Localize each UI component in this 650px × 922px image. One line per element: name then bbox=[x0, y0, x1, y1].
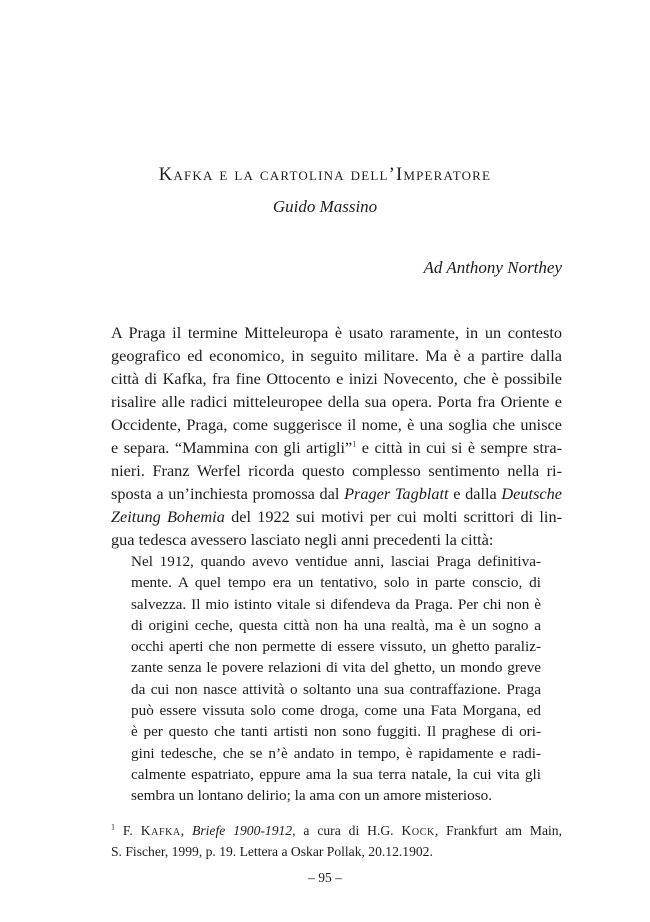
author-name: Kafka bbox=[140, 823, 181, 838]
quote-line: può essere vissuta solo come droga, come una Fata Morgana, ed bbox=[131, 702, 541, 720]
quote-line: gini tedesche, che se n’è andato in tempo, è rapidamente e radi- bbox=[131, 744, 541, 762]
text-line: città di Kafka, fra fine Ottocento e inizi Novecento, che è possibile bbox=[111, 369, 562, 388]
page-number: – 95 – bbox=[308, 870, 342, 885]
book-title: Briefe 1900-1912 bbox=[192, 823, 293, 838]
text-line: nieri. Franz Werfel ricorda questo complesso sentimento nella ri- bbox=[111, 461, 562, 480]
quote-line: mente. A quel tempo era un tentativo, solo in parte conscio, di bbox=[131, 574, 541, 592]
quote-line: sembra un lontano delirio; la ama con un amore misterioso. bbox=[131, 787, 493, 805]
footnote-line: S. Fischer, 1999, p. 19. Lettera a Oskar Pollak, 20.12.1902. bbox=[111, 844, 433, 859]
quote-line: calmente espatriato, eppure ama la sua terra natale, la cui vita gli bbox=[131, 765, 541, 783]
text-run: del 1922 sui motivi per cui molti scrittori di lin- bbox=[224, 507, 563, 526]
text-line: risalire alle radici mitteleuropee della sua opera. Porta fra Oriente e bbox=[111, 392, 562, 411]
text-run: sposta a un’inchiesta promossa dal bbox=[111, 484, 345, 503]
quote-line: da cui non nasce attività o soltanto una sua contraffazione. Praga bbox=[131, 680, 541, 698]
newspaper-title: Prager Tagblatt bbox=[344, 484, 449, 503]
text-line bbox=[111, 505, 562, 528]
editor-name: Kock bbox=[401, 823, 435, 838]
chapter-author: Guido Massino bbox=[272, 197, 378, 216]
chapter-title: Kafka e la cartolina dell’Imperatore bbox=[158, 165, 492, 185]
quote-line: occhi aperti che non permette di essere vissuto, un ghetto paraliz- bbox=[131, 638, 541, 656]
text-line bbox=[111, 436, 562, 459]
text-line bbox=[111, 482, 562, 505]
newspaper-title: Zeitung Bohemia bbox=[111, 507, 225, 526]
text-run: , a cura di H.G. bbox=[292, 823, 402, 838]
dedication: Ad Anthony Northey bbox=[423, 258, 562, 277]
footnote-line bbox=[111, 820, 562, 841]
block-quote bbox=[131, 551, 541, 807]
text-run: e città in cui si è sempre stra- bbox=[356, 438, 562, 457]
quote-line: Nel 1912, quando avevo ventidue anni, lasciai Praga definitiva- bbox=[131, 553, 541, 570]
footnote-reference: 1 bbox=[352, 439, 357, 449]
text-run: F. bbox=[115, 823, 141, 838]
footnote bbox=[111, 820, 562, 862]
quote-line: zante senza le povere relazioni di vita del ghetto, un mondo greve bbox=[131, 659, 541, 677]
quote-line: salvezza. Il mio istinto vitale si difendeva da Praga. Per chi non è bbox=[131, 595, 541, 613]
quote-line: è per questo che tanti artisti non sono fuggiti. Il praghese di ori- bbox=[131, 723, 541, 741]
text-run: , Frankfurt am Main, bbox=[434, 823, 563, 838]
quote-line: di origini ceche, questa città non ha una realtà, ma è un sogno a bbox=[131, 616, 541, 634]
text-line: Occidente, Praga, come suggerisce il nome, è una soglia che unisce bbox=[111, 415, 562, 434]
body-paragraph bbox=[111, 321, 562, 551]
text-line: geografico ed economico, in seguito militare. Ma è a partire dalla bbox=[111, 346, 562, 365]
newspaper-title: Deutsche bbox=[501, 484, 562, 503]
text-run: , bbox=[180, 823, 193, 838]
text-line: gua tedesca avessero lasciato negli anni precedenti la città: bbox=[111, 530, 494, 549]
footnote-number: 1 bbox=[111, 822, 115, 832]
text-line: A Praga il termine Mitteleuropa è usato raramente, in un contesto bbox=[111, 323, 562, 342]
text-run: e dalla bbox=[448, 484, 502, 503]
text-run: e separa. “Mammina con gli artigli” bbox=[111, 438, 353, 457]
